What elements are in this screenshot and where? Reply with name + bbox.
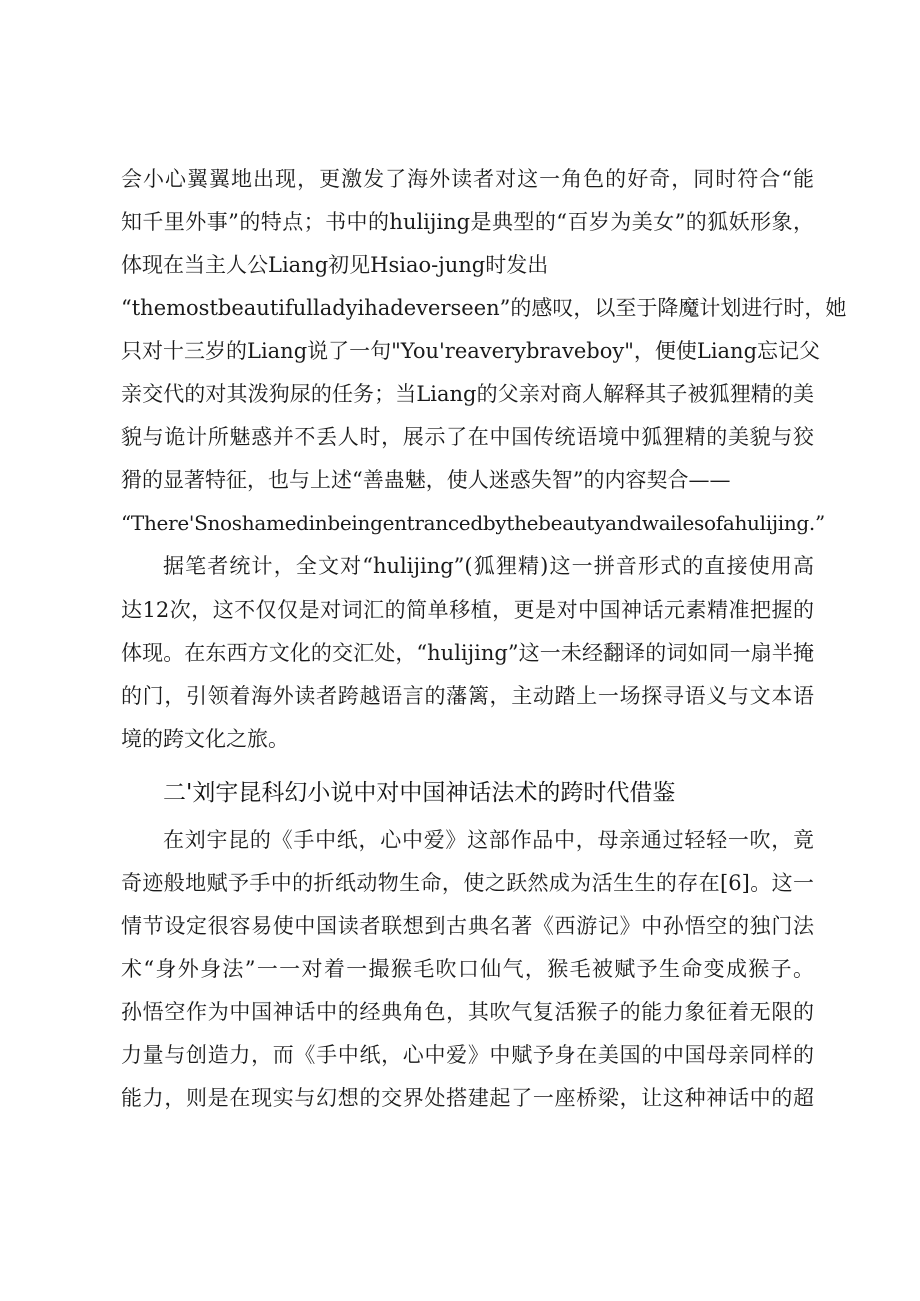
paragraph-1-line: 知千里外事”的特点；书中的hulijing是典型的“百岁为美女”的狐妖形象，	[121, 210, 814, 234]
paragraph-3-line: 孙悟空作为中国神话中的经典角色，其吹气复活猴子的能力象征着无限的	[121, 1000, 814, 1024]
paragraph-1-line: 猾的显著特征，也与上述“善蛊魅，使人迷惑失智”的内容契合——	[121, 468, 731, 492]
paragraph-1-line: 体现在当主人公Liang初见Hsiao-jung时发出	[121, 253, 549, 277]
paragraph-1-line: “There'Snoshamedinbeingentrancedbythebeautyandwailesofahulijing.”	[121, 511, 825, 535]
paragraph-2-line: 据笔者统计，全文对“hulijing”(狐狸精)这一拼音形式的直接使用高	[163, 554, 814, 578]
section-heading: 二'刘宇昆科幻小说中对中国神话法术的跨时代借鉴	[163, 780, 676, 806]
paragraph-1-line: 亲交代的对其泼狗尿的任务；当Liang的父亲对商人解释其子被狐狸精的美	[121, 382, 814, 406]
paragraph-3-line: 能力，则是在现实与幻想的交界处搭建起了一座桥梁，让这种神话中的超	[121, 1086, 814, 1110]
paragraph-1-line: 只对十三岁的Liang说了一句"You'reaverybraveboy"，便使Liang忘记父	[121, 339, 821, 363]
paragraph-2-line: 的门，引领着海外读者跨越语言的藩篱，主动踏上一场探寻语义与文本语	[121, 684, 814, 708]
paragraph-3-line: 在刘宇昆的《手中纸，心中爱》这部作品中，母亲通过轻轻一吹，竟	[163, 828, 814, 852]
paragraph-1-line: “themostbeautifulladyihadeverseen”的感叹，以至于降魔计划进行时，她	[121, 296, 847, 320]
paragraph-3-line: 术“身外身法”一一对着一撮猴毛吹口仙气，猴毛被赋予生命变成猴子。	[121, 957, 814, 981]
paragraph-2-line: 达12次，这不仅仅是对词汇的简单移植，更是对中国神话元素精准把握的	[121, 598, 814, 622]
paragraph-3-line: 奇迹般地赋予手中的折纸动物生命，使之跃然成为活生生的存在[6]。这一	[121, 871, 814, 895]
paragraph-1-line: 会小心翼翼地出现，更激发了海外读者对这一角色的好奇，同时符合“能	[121, 167, 814, 191]
paragraph-3-line: 力量与创造力，而《手中纸，心中爱》中赋予身在美国的中国母亲同样的	[121, 1043, 814, 1067]
paragraph-2-line: 境的跨文化之旅。	[121, 727, 289, 751]
paragraph-1-line: 貌与诡计所魅惑并不丢人时，展示了在中国传统语境中狐狸精的美貌与狡	[121, 425, 814, 449]
paragraph-3-line: 情节设定很容易使中国读者联想到古典名著《西游记》中孙悟空的独门法	[121, 914, 814, 938]
paragraph-2-line: 体现。在东西方文化的交汇处，“hulijing”这一未经翻译的词如同一扇半掩	[121, 641, 814, 665]
